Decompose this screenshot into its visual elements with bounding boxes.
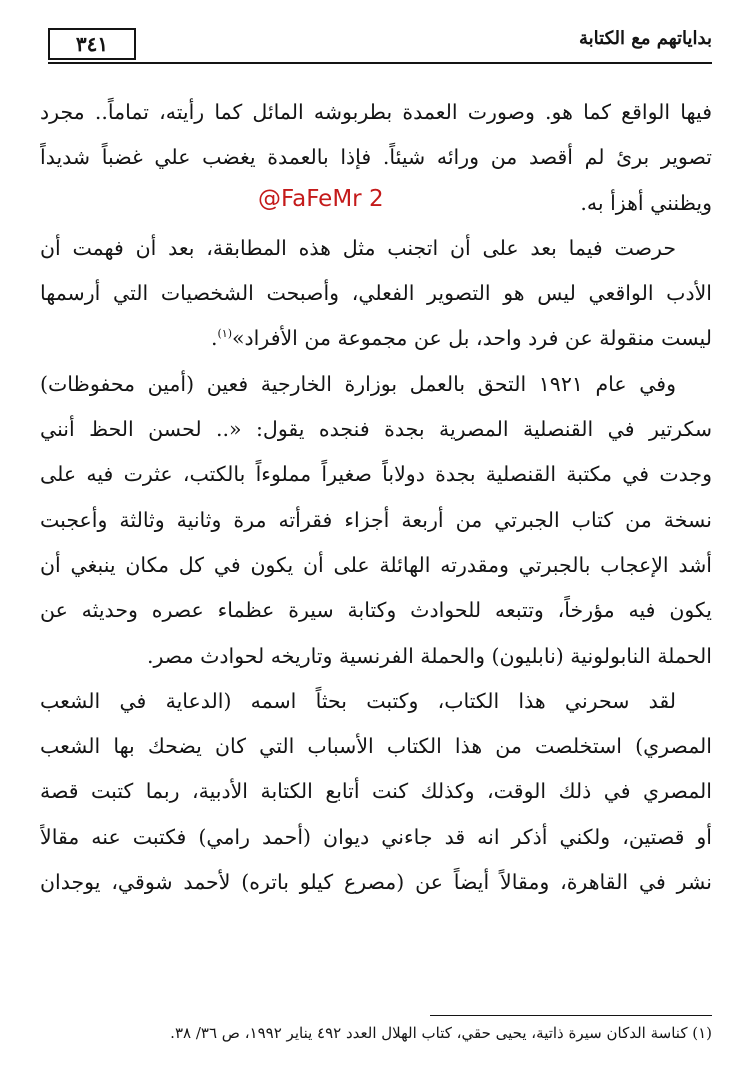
running-title: بداياتهم مع الكتابة — [579, 28, 712, 49]
text-line-11: أشد الإعجاب بالجبرتي ومقدرته الهائلة على أن يكون في كل مكان ينبغي أن — [40, 552, 712, 577]
text-line-13: الحملة النابولونية (نابليون) والحملة الفرنسية وتاريخه لحوادث مصر. — [146, 643, 712, 668]
text-line-14: لقد سحرني هذا الكتاب، وكتبت بحثاً اسمه (الدعاية في الشعب — [40, 688, 676, 713]
text-line-6: ليست منقولة عن فرد واحد، بل عن مجموعة من الأفراد»$^{(١)}$. — [210, 326, 712, 351]
footnote-reference: (١) — [217, 327, 233, 341]
header-rule — [48, 62, 712, 64]
text-line-12: يكون فيه مؤرخاً، وتتبعه للحوادث وكتابة سيرة عظماء عصره وحديثه عن — [40, 598, 712, 623]
body-text — [40, 90, 712, 905]
text-line-5: الأدب الواقعي ليس هو التصوير الفعلي، وأصبحت الشخصيات التي أرسمها — [40, 281, 712, 306]
text-line-16: المصري في ذلك الوقت، وكذلك كنت أتابع الكتابة الأدبية، ربما كتبت قصة — [40, 779, 712, 804]
footnote-rule — [430, 1015, 712, 1016]
watermark-handle: @FaFeMr 2 — [258, 186, 384, 212]
text-line-9: وجدت في مكتبة القنصلية بجدة دولاباً صغيراً مملوءاً بالكتب، عثرت فيه على — [40, 462, 712, 487]
text-line-3: ويظنني أهزأ به. — [580, 190, 712, 215]
text-line-10: نسخة من كتاب الجبرتي من أربعة أجزاء فقرأته مرة وثانية وثالثة وأعجبت — [40, 507, 712, 532]
text-line-6-text: ليست منقولة عن فرد واحد، بل عن مجموعة من الأفراد» — [232, 326, 712, 351]
text-line-4: حرصت فيما بعد على أن اتجنب مثل هذه المطابقة، بعد أن فهمت أن — [40, 235, 676, 260]
page-header — [40, 14, 712, 64]
text-line-8: سكرتير في القنصلية المصرية بجدة فنجده يقول: «.. لحسن الحظ أنني — [40, 417, 712, 442]
text-line-15: المصري) استخلصت من هذا الكتاب الأسباب التي كان يضحك بها الشعب — [40, 734, 712, 759]
footnote: (١) كناسة الدكان سيرة ذاتية، يحيى حقي، كتاب الهلال العدد ٤٩٢ يناير ١٩٩٢، ص ٣٦/ ٣٨. — [170, 1024, 712, 1042]
text-line-1: فيها الواقع كما هو. وصورت العمدة بطربوشه المائل كما رأيته، تماماً.. مجرد — [40, 100, 712, 124]
text-line-2: تصوير برئ لم أقصد من ورائه شيئاً. فإذا بالعمدة يغضب علي غضباً شديداً — [40, 145, 712, 170]
text-line-17: أو قصتين، ولكني أذكر انه قد جاءني ديوان (أحمد رامي) فكتبت عنه مقالاً — [40, 824, 712, 849]
page-number: ٣٤١ — [48, 28, 136, 60]
text-line-18: نشر في القاهرة، ومقالاً أيضاً عن (مصرع كيلو باتره) لأحمد شوقي، يوجدان — [40, 870, 712, 895]
text-line-7: وفي عام ١٩٢١ التحق بالعمل بوزارة الخارجية فعين (أمين محفوظات) — [40, 371, 676, 396]
